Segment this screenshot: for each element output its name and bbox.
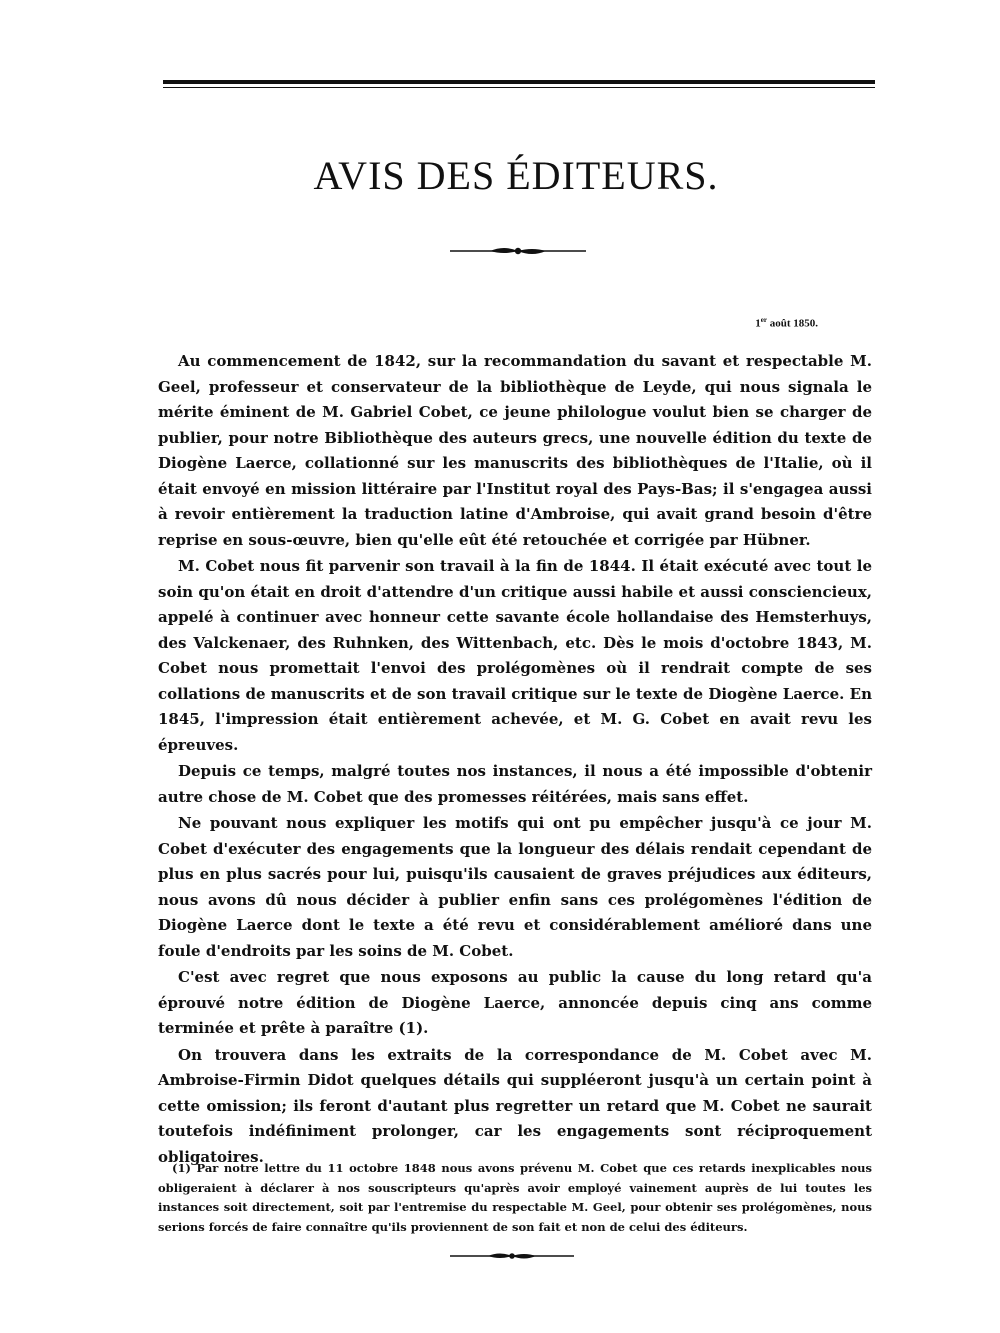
paragraph-6: On trouvera dans les extraits de la correspondance de M. Cobet avec M. Ambroise-Firmin Didot quelques détails qui suppléeront jusqu'à un certain point à cette omission; ils feront d'autant plus regretter un retard que M. Cobet ne saurait toutefois indéfiniment prolonger, car les engagements sont réciproquement obligatoires. [158,1045,872,1166]
paragraph-4: Ne pouvant nous expliquer les motifs qui ont pu empêcher jusqu'à ce jour M. Cobet d'exécuter des engagements que la longueur des délais rendait cependant de plus en plus sacrés pour lui, puisqu'ils causaient de graves préjudices aux éditeurs, nous avons dû nous décider à publier enfin sans ces prolégomènes l'édition de Diogène Laerce dont le texte a été revu et considérablement amélioré dans une foule d'endroits par les soins de M. Cobet. [158,814,872,960]
date-rest: août 1850. [766,317,818,330]
footnote: (1) Par notre lettre du 11 octobre 1848 nous avons prévenu M. Cobet que ces retards inexplicables nous obligeraient à déclarer à nos souscripteurs qu'après avoir employé vainement auprès de lui toutes les instances soit directement, soit par l'entremise du respectable M. Geel, pour obtenir ses prolégomènes, nous serions forcés de faire connaître qu'ils proviennent de son fait et non de celui des éditeurs. [158,1161,872,1234]
top-double-rule [163,80,875,88]
paragraph-5: C'est avec regret que nous exposons au public la cause du long retard qu'a éprouvé notre édition de Diogène Laerce, annoncée depuis cinq ans comme terminée et prête à paraître (1). [158,968,872,1037]
date-line [755,316,818,330]
paragraph-1: Au commencement de 1842, sur la recommandation du savant et respectable M. Geel, professeur et conservateur de la bibliothèque de Leyde, qui nous signala le mérite éminent de M. Gabriel Cobet, ce jeune philologue voulut bien se charger de publier, pour notre Bibliothèque des auteurs grecs, une nouvelle édition du texte de Diogène Laerce, collationné sur les manuscrits des bibliothèques de l'Italie, où il était envoyé en mission littéraire par l'Institut royal des Pays-Bas; il s'engagea aussi à revoir entièrement la traduction latine d'Ambroise, qui avait grand besoin d'être reprise en sous-œuvre, bien qu'elle eût été retouchée et corrigée par Hübner. [158,352,872,549]
top-rule-thin [163,87,875,88]
page-title: AVIS DES ÉDITEURS. [313,153,719,198]
paragraph-3: Depuis ce temps, malgré toutes nos instances, il nous a été impossible d'obtenir autre chose de M. Cobet que des promesses réitérées, mais sans effet. [158,762,872,806]
date-ordinal: er [760,316,767,324]
ornament-divider-bottom [450,1250,574,1262]
top-rule-thick [163,80,875,84]
ornament-divider-top [450,244,586,258]
body-text [158,349,872,1170]
paragraph-2: M. Cobet nous fit parvenir son travail à la fin de 1844. Il était exécuté avec tout le soin qu'on était en droit d'attendre d'un critique aussi habile et aussi consciencieux, appelé à continuer avec honneur cette savante école hollandaise des Hemsterhuys, des Valckenaer, des Ruhnken, des Wittenbach, etc. Dès le mois d'octobre 1843, M. Cobet nous promettait l'envoi des prolégomènes où il rendrait compte de ses collations de manuscrits et de son travail critique sur le texte de Diogène Laerce. En 1845, l'impression était entièrement achevée, et M. G. Cobet en avait revu les épreuves. [158,557,872,754]
date-day: 1 [755,317,761,330]
